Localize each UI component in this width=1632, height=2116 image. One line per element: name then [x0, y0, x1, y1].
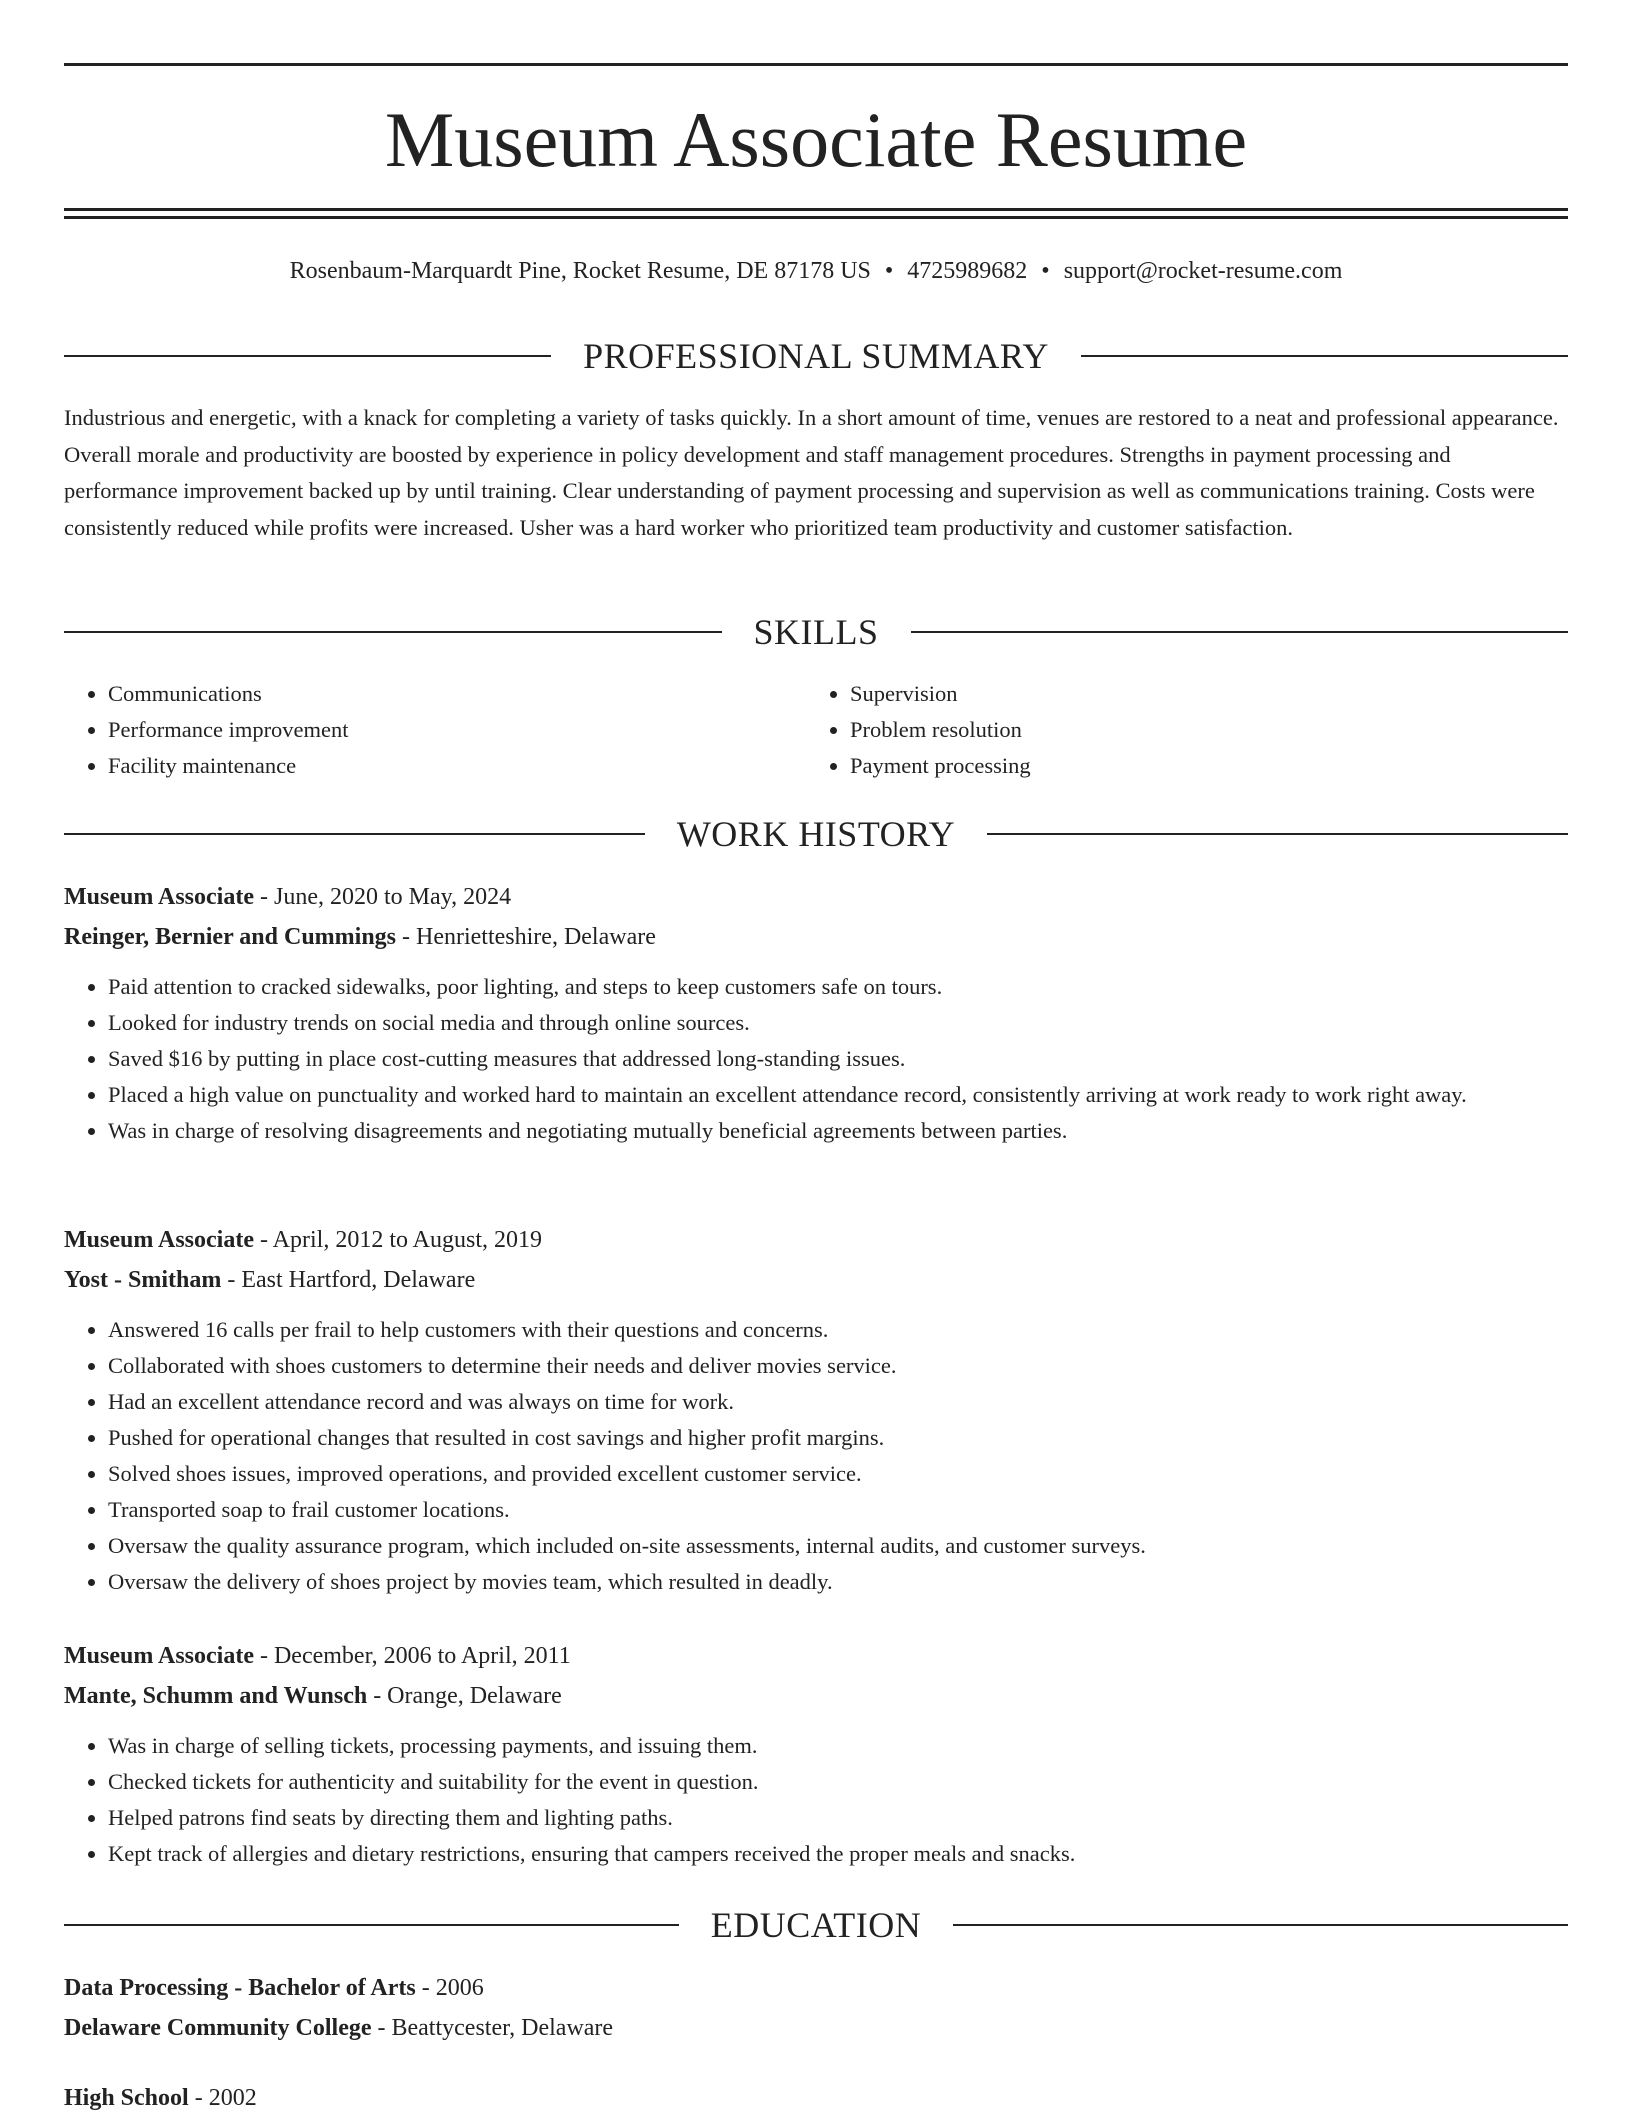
top-rule: [64, 63, 1568, 66]
title-rule-upper: [64, 208, 1568, 211]
job-entry: [64, 1638, 1568, 1872]
contact-email: support@rocket-resume.com: [1063, 258, 1343, 284]
education-heading: [64, 1970, 1568, 2006]
skill-item: • Payment processing: [850, 748, 1548, 784]
job-bullet: • Helped patrons find seats by directing them and lighting paths.: [108, 1800, 1568, 1836]
contact-phone: 4725989682: [907, 258, 1028, 284]
education-degree: Data Processing - Bachelor of Arts: [64, 1975, 416, 2001]
job-entry: [64, 1222, 1568, 1600]
section-title: EDUCATION: [710, 1905, 922, 1945]
job-bullet: • Placed a high value on punctuality and worked hard to maintain an excellent attendance record, consistently arriving at work ready to work right away.: [108, 1077, 1568, 1113]
job-bullet: • Solved shoes issues, improved operations, and provided excellent customer service.: [108, 1456, 1568, 1492]
job-title: Museum Associate: [64, 1227, 254, 1253]
skills-list: [64, 676, 1568, 784]
contact-separator: •: [1041, 258, 1050, 284]
job-bullet: • Transported soap to frail customer locations.: [108, 1492, 1568, 1528]
skills-column-left: [64, 676, 806, 784]
section-title: SKILLS: [753, 612, 879, 652]
skill-item: • Performance improvement: [108, 712, 806, 748]
education-degree: High School: [64, 2085, 189, 2111]
job-bullets: [64, 969, 1568, 1149]
section-rule: [64, 1924, 679, 1926]
job-bullet: • Was in charge of selling tickets, processing payments, and issuing them.: [108, 1728, 1568, 1764]
contact-address: Rosenbaum-Marquardt Pine, Rocket Resume, DE 87178 US: [289, 258, 871, 284]
job-bullets: [64, 1312, 1568, 1600]
job-employer: [64, 1678, 1568, 1714]
education-heading: [64, 2080, 1568, 2116]
job-dates: - December, 2006 to April, 2011: [253, 1643, 571, 1669]
education-school-line: [64, 2010, 1568, 2046]
education-year: - 2006: [415, 1975, 484, 2001]
section-rule: [953, 1924, 1568, 1926]
job-title: Museum Associate: [64, 884, 254, 910]
contact-separator: •: [884, 258, 894, 284]
job-bullet: • Kept track of allergies and dietary restrictions, ensuring that campers received the proper meals and snacks.: [108, 1836, 1568, 1872]
job-bullet: • Had an excellent attendance record and was always on time for work.: [108, 1384, 1568, 1420]
job-bullets: [64, 1728, 1568, 1872]
skills-column-right: [806, 676, 1548, 784]
job-heading: [64, 879, 1568, 915]
job-heading: [64, 1222, 1568, 1258]
job-employer: [64, 1262, 1568, 1298]
job-dates: - June, 2020 to May, 2024: [253, 884, 512, 910]
section-title: WORK HISTORY: [676, 814, 956, 854]
job-bullet: • Saved $16 by putting in place cost-cutting measures that addressed long-standing issues.: [108, 1041, 1568, 1077]
section-header-education: [64, 1903, 1568, 1947]
section-rule: [64, 833, 645, 835]
job-bullet: • Was in charge of resolving disagreements and negotiating mutually beneficial agreements between parties.: [108, 1113, 1568, 1149]
education-location: - Beattycester, Delaware: [371, 2015, 614, 2041]
section-rule: [911, 631, 1569, 633]
section-header-skills: [64, 610, 1568, 654]
job-dates: - April, 2012 to August, 2019: [253, 1227, 542, 1253]
job-bullet: • Pushed for operational changes that resulted in cost savings and higher profit margins.: [108, 1420, 1568, 1456]
summary-text: Industrious and energetic, with a knack for completing a variety of tasks quickly. In a short amount of time, venues are restored to a neat and professional appearance. Overall morale and productivity are boosted by experience in policy development and staff management procedures. Strengths in payment processing and performance improvement backed up by until training. Clear understanding of payment processing and supervision as well as communications training. Costs were consistently reduced while profits were increased. Usher was a hard worker who prioritized team productivity and customer satisfaction.: [64, 405, 1559, 540]
education-entry: [64, 1970, 1568, 2046]
section-rule: [1081, 355, 1568, 357]
title-rule-lower: [64, 216, 1568, 219]
skill-item: • Communications: [108, 676, 806, 712]
section-header-work: [64, 812, 1568, 856]
job-location: - Henrietteshire, Delaware: [396, 924, 656, 950]
skill-item: • Problem resolution: [850, 712, 1548, 748]
job-heading: [64, 1638, 1568, 1674]
skill-item: • Supervision: [850, 676, 1548, 712]
section-rule: [64, 631, 722, 633]
skill-item: • Facility maintenance: [108, 748, 806, 784]
job-location: - East Hartford, Delaware: [221, 1267, 476, 1293]
job-bullet: • Looked for industry trends on social media and through online sources.: [108, 1005, 1568, 1041]
job-location: - Orange, Delaware: [367, 1683, 562, 1709]
contact-line: [64, 254, 1568, 288]
job-bullet: • Oversaw the delivery of shoes project by movies team, which resulted in deadly.: [108, 1564, 1568, 1600]
education-school: Delaware Community College: [64, 2015, 372, 2041]
job-entry: [64, 879, 1568, 1149]
section-title: PROFESSIONAL SUMMARY: [583, 336, 1049, 376]
resume-title: Museum Associate Resume: [384, 96, 1248, 183]
job-bullet: • Answered 16 calls per frail to help customers with their questions and concerns.: [108, 1312, 1568, 1348]
job-employer: [64, 919, 1568, 955]
section-header-summary: [64, 334, 1568, 378]
education-entry: [64, 2080, 1568, 2116]
job-bullet: • Oversaw the quality assurance program, which included on-site assessments, internal audits, and customer surveys.: [108, 1528, 1568, 1564]
job-bullet: • Collaborated with shoes customers to determine their needs and deliver movies service.: [108, 1348, 1568, 1384]
job-bullet: • Checked tickets for authenticity and suitability for the event in question.: [108, 1764, 1568, 1800]
job-company: Mante, Schumm and Wunsch: [64, 1683, 368, 1709]
job-company: Yost - Smitham: [64, 1267, 222, 1293]
job-bullet: • Paid attention to cracked sidewalks, poor lighting, and steps to keep customers safe on tours.: [108, 969, 1568, 1005]
job-title: Museum Associate: [64, 1643, 254, 1669]
job-company: Reinger, Bernier and Cummings: [64, 924, 397, 950]
section-rule: [64, 355, 551, 357]
education-year: - 2002: [188, 2085, 257, 2111]
section-rule: [987, 833, 1568, 835]
